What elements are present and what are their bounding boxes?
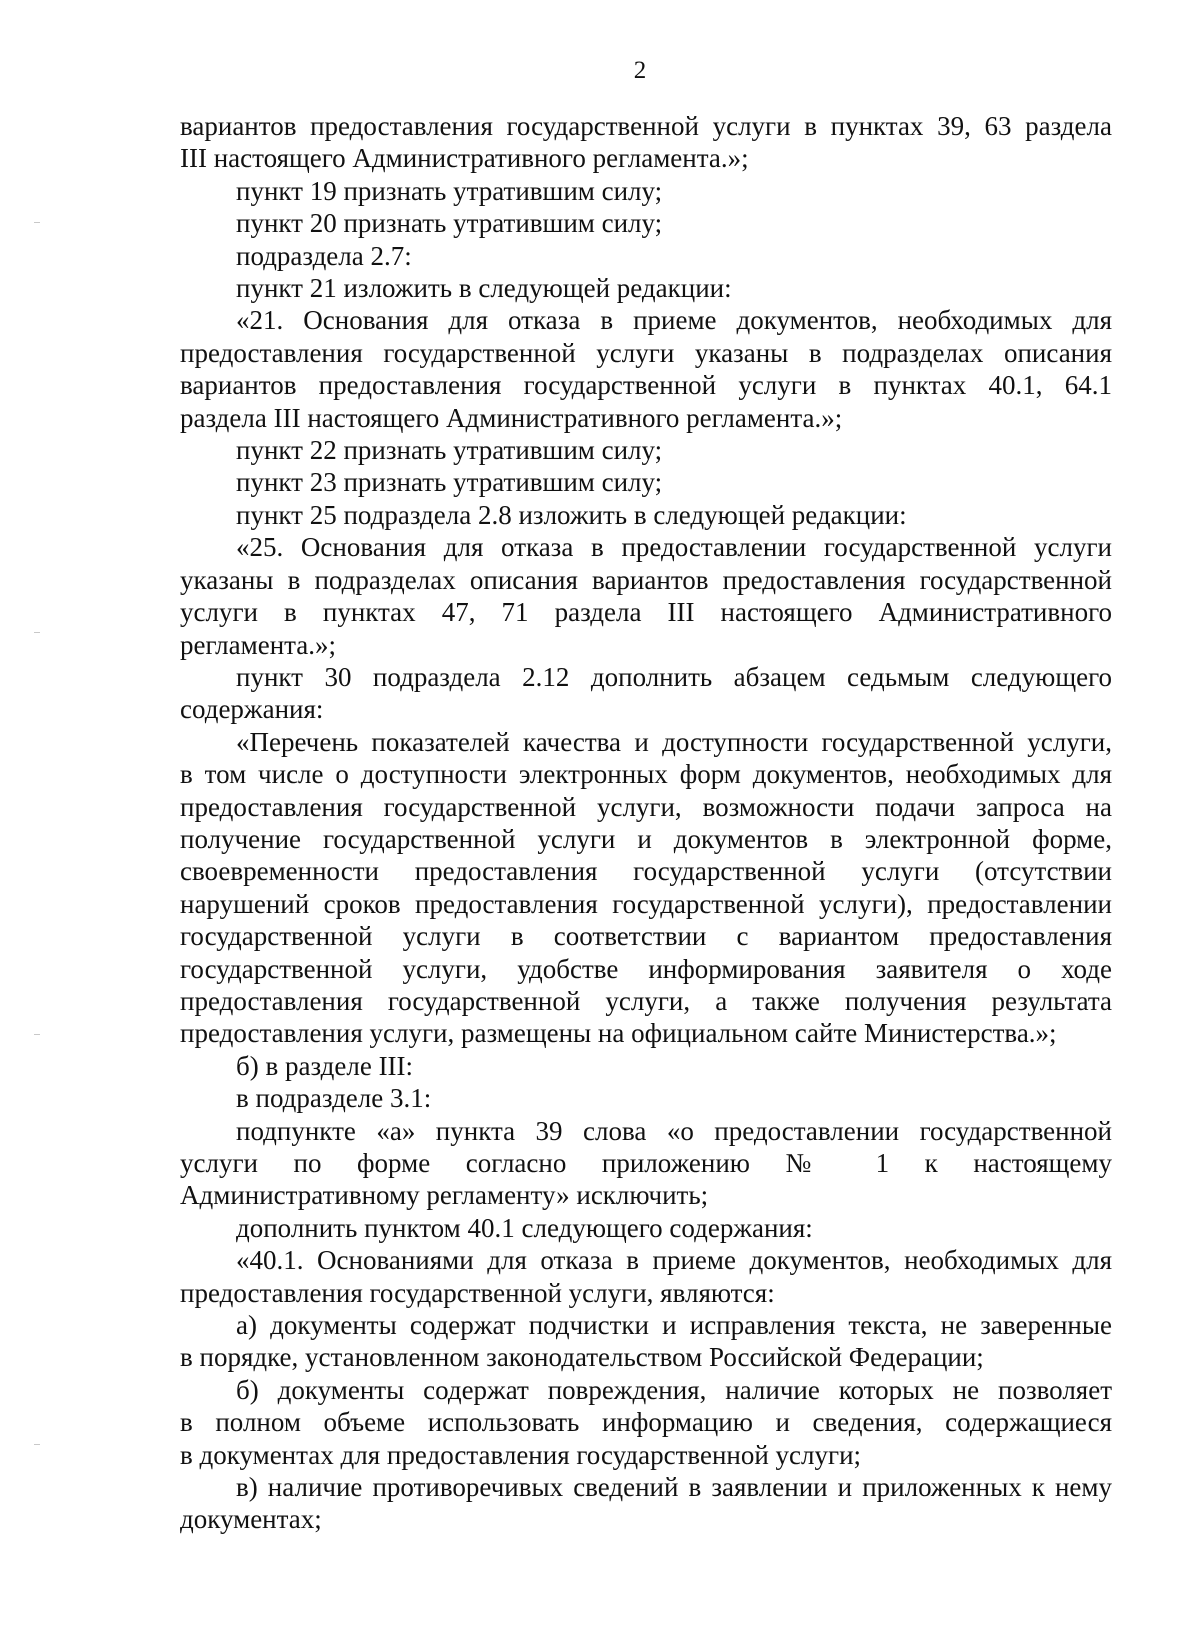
text-line: предоставления государственной услуги, являются:	[180, 1277, 775, 1308]
text-line: дополнить пунктом 40.1 следующего содержания:	[236, 1212, 813, 1243]
text-line: пункт 25 подраздела 2.8 изложить в следующей редакции:	[236, 499, 907, 530]
paragraph	[180, 1050, 1112, 1082]
text-line: в порядке, установленном законодательством Российской Федерации;	[180, 1342, 984, 1373]
text-line: «25. Основания для отказа в предоставлении государственной услуги	[236, 532, 1112, 563]
text-line: содержания:	[180, 694, 324, 725]
text-line: предоставления государственной услуги, возможности подачи запроса на	[180, 791, 1112, 822]
paragraph	[180, 1115, 1112, 1212]
text-line: документах;	[180, 1504, 322, 1535]
text-line: «21. Основания для отказа в приеме документов, необходимых для	[236, 305, 1112, 336]
paragraph	[180, 466, 1112, 498]
text-line: в) наличие противоречивых сведений в заявлении и приложенных к нему	[236, 1472, 1112, 1503]
text-line: услуги в пунктах 47, 71 раздела III настоящего Административного	[180, 597, 1112, 628]
text-line: своевременности предоставления государственной услуги (отсутствии	[180, 856, 1112, 887]
text-line: III настоящего Административного регламента.»;	[180, 143, 749, 174]
text-line: в полном объеме использовать информацию и сведения, содержащиеся	[180, 1407, 1112, 1438]
document-body	[180, 110, 1112, 1536]
paragraph	[180, 434, 1112, 466]
paragraph	[180, 1244, 1112, 1309]
text-line: вариантов предоставления государственной услуги в пунктах 40.1, 64.1	[180, 370, 1112, 401]
text-line: «Перечень показателей качества и доступности государственной услуги,	[236, 726, 1112, 757]
text-line: пункт 23 признать утратившим силу;	[236, 467, 663, 498]
scan-margin-mark	[34, 1034, 40, 1035]
text-line: в подразделе 3.1:	[236, 1083, 432, 1114]
text-line: б) документы содержат повреждения, наличие которых не позволяет	[236, 1374, 1112, 1405]
paragraph	[180, 175, 1112, 207]
paragraph	[180, 304, 1112, 434]
text-line: предоставления услуги, размещены на официальном сайте Министерства.»;	[180, 1018, 1057, 1049]
text-line: вариантов предоставления государственной услуги в пунктах 39, 63 раздела	[180, 111, 1112, 141]
text-line: государственной услуги, удобстве информирования заявителя о ходе	[180, 953, 1112, 984]
text-line: пункт 21 изложить в следующей редакции:	[236, 273, 732, 304]
paragraph	[180, 110, 1112, 175]
paragraph	[180, 726, 1112, 1050]
paragraph	[180, 531, 1112, 661]
scan-margin-mark	[34, 222, 40, 223]
text-line: Административному регламенту» исключить;	[180, 1180, 709, 1211]
text-line: пункт 20 признать утратившим силу;	[236, 208, 663, 239]
text-line: пункт 30 подраздела 2.12 дополнить абзацем седьмым следующего	[236, 661, 1112, 692]
scan-margin-mark	[34, 632, 40, 633]
scan-margin-mark	[34, 1444, 40, 1445]
text-line: нарушений сроков предоставления государственной услуги), предоставлении	[180, 888, 1112, 919]
paragraph	[180, 207, 1112, 239]
paragraph	[180, 1082, 1112, 1114]
text-line: предоставления государственной услуги, а также получения результата	[180, 985, 1112, 1016]
page-number: 2	[633, 57, 647, 84]
paragraph	[180, 1309, 1112, 1374]
text-line: раздела III настоящего Административного регламента.»;	[180, 402, 843, 433]
paragraph	[180, 240, 1112, 272]
text-line: получение государственной услуги и документов в электронной форме,	[180, 823, 1112, 854]
text-line: государственной услуги в соответствии с вариантом предоставления	[180, 921, 1112, 952]
text-line: пункт 19 признать утратившим силу;	[236, 175, 663, 206]
text-line: услуги по форме согласно приложению № 1 к настоящему	[180, 1148, 1112, 1178]
text-line: указаны в подразделах описания вариантов предоставления государственной	[180, 564, 1112, 595]
text-line: б) в разделе III:	[236, 1050, 414, 1081]
paragraph	[180, 661, 1112, 726]
text-line: в документах для предоставления государственной услуги;	[180, 1439, 862, 1470]
text-line: а) документы содержат подчистки и исправления текста, не заверенные	[236, 1310, 1112, 1341]
paragraph	[180, 1212, 1112, 1244]
paragraph	[180, 499, 1112, 531]
text-line: предоставления государственной услуги указаны в подразделах описания	[180, 337, 1112, 368]
text-line: регламента.»;	[180, 629, 337, 660]
paragraph	[180, 1374, 1112, 1471]
text-line: пункт 22 признать утратившим силу;	[236, 435, 663, 466]
text-line: подраздела 2.7:	[236, 240, 412, 271]
text-line: в том числе о доступности электронных форм документов, необходимых для	[180, 759, 1112, 790]
text-line: «40.1. Основаниями для отказа в приеме документов, необходимых для	[236, 1245, 1112, 1276]
paragraph	[180, 272, 1112, 304]
paragraph	[180, 1471, 1112, 1536]
text-line: подпункте «а» пункта 39 слова «о предоставлении государственной	[236, 1115, 1112, 1146]
